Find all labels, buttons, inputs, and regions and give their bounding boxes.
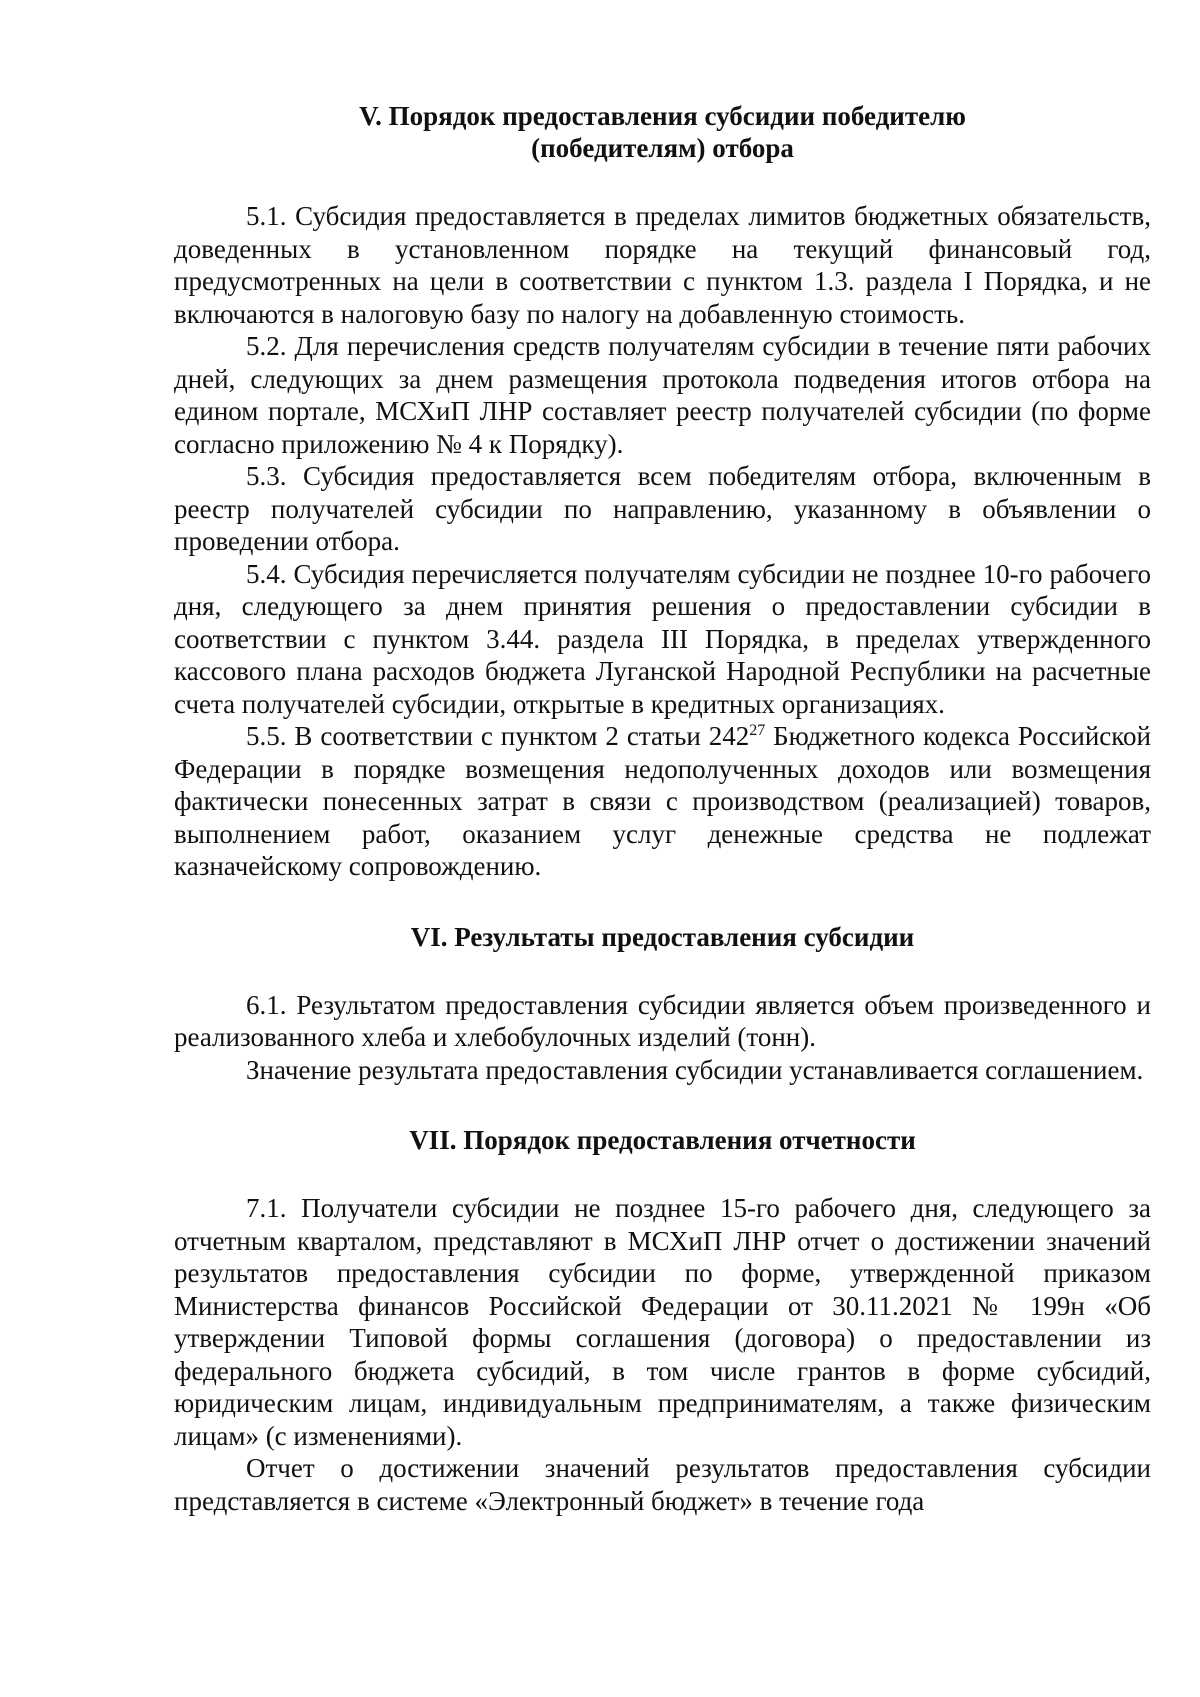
- section-5-heading-line-1: V. Порядок предоставления субсидии победителю: [359, 101, 966, 131]
- paragraph-5-4: 5.4. Субсидия перечисляется получателям субсидии не позднее 10-го рабочего дня, следующего за днем принятия решения о предоставлении субсидии в соответствии с пунктом 3.44. раздела III Порядка, в пределах утвержденного кассового плана расходов бюджета Луганской Народной Республики на расчетные счета получателей субсидии, открытые в кредитных организациях.: [174, 558, 1151, 719]
- paragraph-5-5-start: 5.5. В соответствии с пунктом 2 статьи 242: [246, 721, 750, 751]
- paragraph-5-1: 5.1. Субсидия предоставляется в пределах лимитов бюджетных обязательств, доведенных в установленном порядке на текущий финансовый год, предусмотренных на цели в соответствии с пунктом 1.3. раздела I Порядка, и не включаются в налоговую базу по налогу на добавленную стоимость.: [174, 201, 1151, 329]
- section-5-heading-line-2: (победителям) отбора: [531, 133, 794, 163]
- paragraph-6-1: 6.1. Результатом предоставления субсидии является объем произведенного и реализованного хлеба и хлебобулочных изделий (тонн).: [174, 989, 1151, 1052]
- spacer: [174, 953, 1151, 989]
- document-page: [174, 100, 1151, 1517]
- paragraph-7-report: Отчет о достижении значений результатов предоставления субсидии представляется в системе «Электронный бюджет» в течение года: [174, 1453, 1151, 1516]
- section-7-heading: VII. Порядок предоставления отчетности: [409, 1125, 916, 1155]
- paragraph-6-1-value: Значение результата предоставления субсидии устанавливается соглашением.: [246, 1054, 1144, 1085]
- spacer: [174, 1156, 1151, 1192]
- spacer: [174, 164, 1151, 200]
- spacer: [174, 883, 1151, 921]
- article-superscript: 27: [749, 722, 766, 739]
- paragraph-5-5: [174, 720, 1151, 883]
- spacer: [174, 1086, 1151, 1124]
- section-6-heading: VI. Результаты предоставления субсидии: [410, 921, 915, 952]
- paragraph-5-3: 5.3. Субсидия предоставляется всем победителям отбора, включенным в реестр получателей субсидии по направлению, указанному в объявлении о проведении отбора.: [174, 461, 1151, 556]
- paragraph-5-2: 5.2. Для перечисления средств получателям субсидии в течение пяти рабочих дней, следующих за днем размещения протокола подведения итогов отбора на едином портале, МСХиП ЛНР составляет реестр получателей субсидии (по форме согласно приложению № 4 к Порядку).: [174, 331, 1151, 459]
- paragraph-7-1: 7.1. Получатели субсидии не позднее 15-го рабочего дня, следующего за отчетным кварталом, представляют в МСХиП ЛНР отчет о достижении значений результатов предоставления субсидии по форме, утвержденной приказом Министерства финансов Российской Федерации от 30.11.2021 № 199н «Об утверждении Типовой формы соглашения (договора) о предоставлении из федерального бюджета субсидий, в том числе грантов в форме субсидий, юридическим лицам, индивидуальным предпринимателям, а также физическим лицам» (с изменениями).: [174, 1193, 1151, 1451]
- section-5-heading: [174, 100, 1151, 164]
- paragraph-5-5-end: Бюджетного кодекса Российской Федерации в порядке возмещения недополученных доходов или возмещения фактически понесенных затрат в связи с производством (реализацией) товаров, выполнением работ, оказанием услуг денежные средства не подлежат казначейскому сопровождению.: [174, 721, 1151, 881]
